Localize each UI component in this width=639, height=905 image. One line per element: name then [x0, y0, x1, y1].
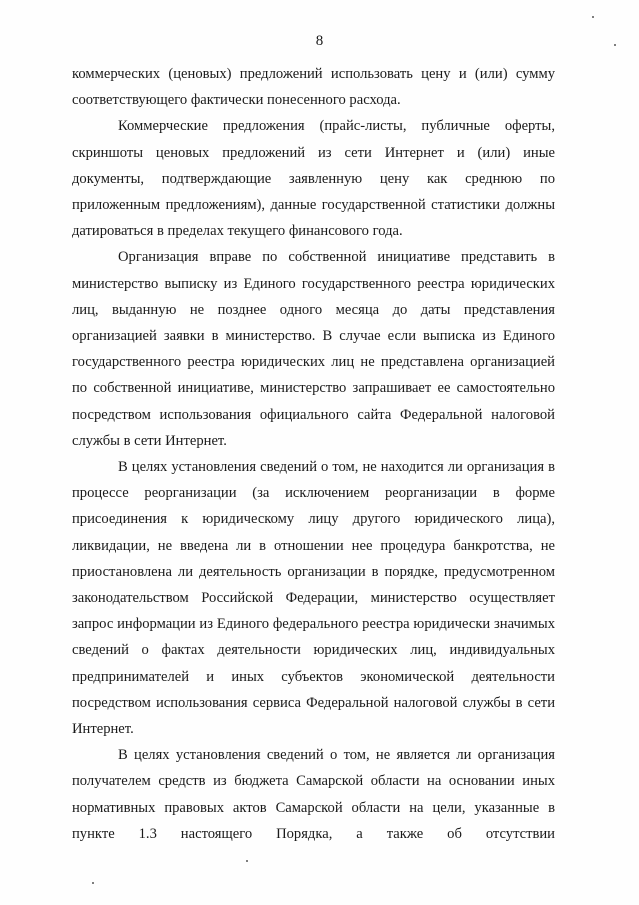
document-body — [72, 61, 555, 847]
scan-speck — [614, 44, 616, 46]
paragraph-budget-recipient-check: В целях установления сведений о том, не является ли организация получателем средств из бюджета Самарской области на основании иных нормативных правовых актов Самарской области на цели, указанные в пункте 1.3 настоящего Порядка, а также об отсутствии — [72, 747, 555, 842]
paragraph-continuation: коммерческих (ценовых) предложений использовать цену и (или) сумму соответствующего фактически понесенного расхода. — [72, 66, 555, 109]
page-number: 8 — [315, 33, 324, 49]
scan-speck — [92, 882, 94, 884]
scan-speck — [246, 860, 248, 862]
paragraph-registry-extract: Организация вправе по собственной инициативе представить в министерство выписку из Единого государственного реестра юридических лиц, выданную не позднее одного месяца до даты представления организацией заявки в министерство. В случае если выписка из Единого государственного реестра юридических лиц не представлена организацией по собственной инициативе, министерство запрашивает ее самостоятельно посредством использования официального сайта Федеральной налоговой службы в сети Интернет. — [72, 249, 555, 449]
paragraph-commercial-offers: Коммерческие предложения (прайс-листы, публичные оферты, скриншоты ценовых предложений из сети Интернет и (или) иные документы, подтверждающие заявленную цену как среднюю по приложенным предложениям), данные государственной статистики должны датироваться в пределах текущего финансового года. — [72, 118, 555, 240]
paragraph-reorganization-check: В целях установления сведений о том, не находится ли организация в процессе реорганизации (за исключением реорганизации в форме присоединения к юридическому лицу другого юридического лица), ликвидации, не введена ли в отношении нее процедура банкротства, не приостановлена ли деятельность организации в порядке, предусмотренном законодательством Российской Федерации, министерство осуществляет запрос информации из Единого федерального реестра юридически значимых сведений о фактах деятельности юридических лиц, индивидуальных предпринимателей и иных субъектов экономической деятельности посредством использования сервиса Федеральной налоговой службы в сети Интернет. — [72, 459, 555, 738]
scan-speck — [592, 16, 594, 18]
